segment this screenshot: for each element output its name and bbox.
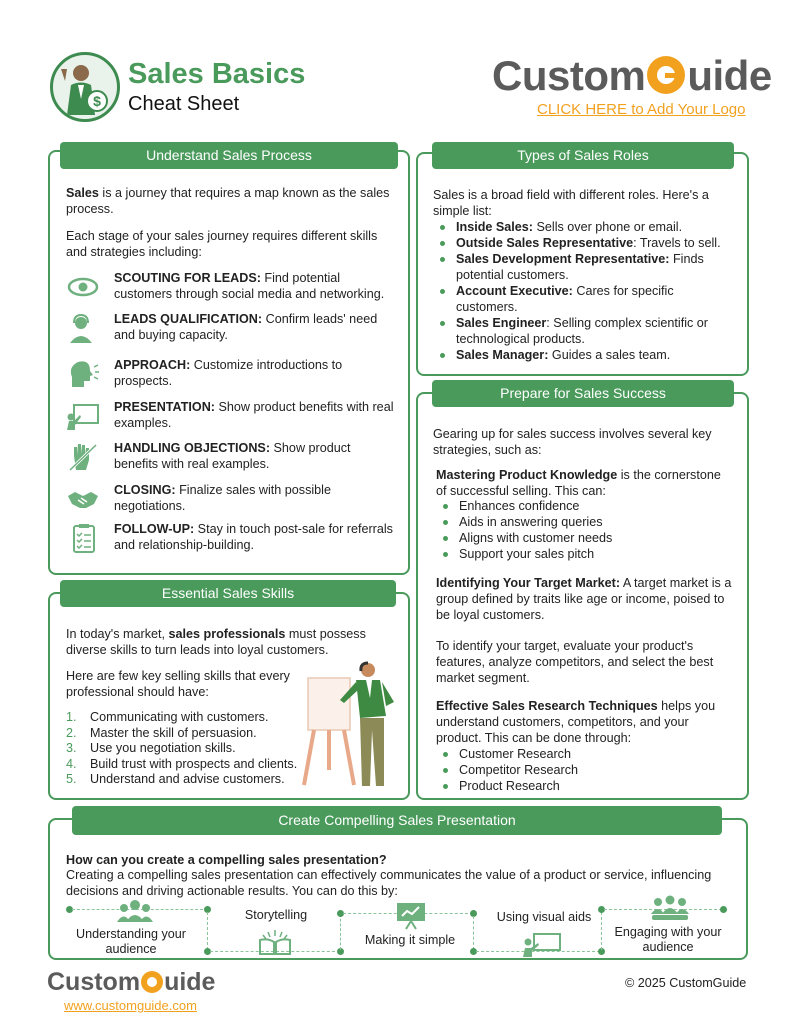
list-item: Competitor Research <box>437 762 727 778</box>
sales-skills-intro: In today's market, sales professionals must possess diverse skills to turn leads into loyal customers. <box>66 627 366 657</box>
sales-success-heading: Prepare for Sales Success <box>432 380 734 407</box>
flow-step-storytelling: Storytelling <box>244 908 308 922</box>
list-item: 4. Build trust with prospects and clients. <box>66 756 298 771</box>
flow-dot <box>720 906 727 913</box>
list-item: Support your sales pitch <box>437 546 727 562</box>
footer-brand-logo: Custom uide <box>47 968 216 996</box>
step-follow-up: FOLLOW-UP: Stay in touch post-sale for referrals and relationship-building. <box>66 521 396 561</box>
eye-icon <box>66 272 100 302</box>
list-item: 2. Master the skill of persuasion. <box>66 725 257 740</box>
flow-step-audience: Understanding your audience <box>76 927 186 956</box>
open-book-icon <box>258 928 292 956</box>
list-item: Inside Sales: Sells over phone or email. <box>434 219 734 235</box>
presentation-body: Creating a compelling sales presentation can effectively communicates the value of a product or service, influencing decisions and driving actionable results. You can do this by: <box>66 868 712 898</box>
list-item: Sales Engineer: Selling complex scientific or technological products. <box>434 315 734 347</box>
list-item: Enhances confidence <box>437 498 727 514</box>
list-item: Sales Development Representative: Finds potential customers. <box>434 251 734 283</box>
footer-website-link[interactable]: www.customguide.com <box>64 998 197 1013</box>
step-approach: APPROACH: Customize introductions to prospects. <box>66 357 396 397</box>
flow-connector <box>473 916 474 950</box>
step-closing: CLOSING: Finalize sales with possible negotiations. <box>66 482 396 522</box>
page-title: Sales Basics <box>128 58 306 90</box>
list-item: Sales Manager: Guides a sales team. <box>434 347 734 363</box>
add-logo-link[interactable]: CLICK HERE to Add Your Logo <box>537 101 746 118</box>
sales-roles-heading: Types of Sales Roles <box>432 142 734 169</box>
hand-block-icon <box>66 442 100 472</box>
sales-skills-list <box>66 710 316 788</box>
target-market-text: Identifying Your Target Market: A target market is a group defined by traits like age or income, poised to be loyal customers. <box>436 576 732 622</box>
flow-step-visual-aids: Using visual aids <box>496 910 592 924</box>
flow-connector <box>207 912 208 950</box>
list-item: 5. Understand and advise customers. <box>66 772 285 787</box>
sales-roles-list <box>434 219 734 363</box>
team-meeting-icon <box>650 894 690 922</box>
presentation-heading: Create Compelling Sales Presentation <box>72 806 722 835</box>
flow-connector <box>340 914 341 950</box>
sales-skills-heading: Essential Sales Skills <box>60 580 396 607</box>
sales-skills-intro2: Here are few key selling skills that every professional should have: <box>66 669 290 699</box>
step-objections: HANDLING OBJECTIONS: Show product benefits with real examples. <box>66 440 396 480</box>
list-item: Outside Sales Representative: Travels to sell. <box>434 235 734 251</box>
flow-step-simple: Making it simple <box>364 933 456 947</box>
step-scouting: SCOUTING FOR LEADS: Find potential customers through social media and networking. <box>66 270 396 310</box>
audience-group-icon <box>116 898 154 924</box>
brand-g-icon <box>647 56 685 94</box>
list-item: Product Research <box>437 778 727 794</box>
list-item: 1. Communicating with customers. <box>66 710 269 724</box>
list-item: 3. Use you negotiation skills. <box>66 741 236 756</box>
copyright-text: © 2025 CustomGuide <box>625 976 747 990</box>
sales-process-heading: Understand Sales Process <box>60 142 398 169</box>
target-market-text-2: To identify your target, evaluate your product's features, analyze competitors, and select the best market segment. <box>436 639 714 685</box>
sales-process-intro: Sales is a journey that requires a map known as the sales process. <box>66 186 390 216</box>
presentation-chart-icon <box>394 900 428 930</box>
clipboard-checklist-icon <box>66 523 100 553</box>
list-item: Aids in answering queries <box>437 514 727 530</box>
step-qualification: LEADS QUALIFICATION: Confirm leads' need and buying capacity. <box>66 311 396 351</box>
page-subtitle: Cheat Sheet <box>128 93 240 115</box>
brand-logo: Custom uide <box>492 52 772 99</box>
sales-process-intro2: Each stage of your sales journey requires different skills and strategies including: <box>66 229 378 259</box>
handshake-icon <box>66 484 100 514</box>
brand-g-icon <box>141 971 163 993</box>
flow-connector <box>601 912 602 950</box>
presentation-question: How can you create a compelling sales presentation? <box>66 853 387 867</box>
header-logo-icon <box>50 52 120 122</box>
product-knowledge-text: Mastering Product Knowledge is the cornerstone of successful selling. This can: <box>436 468 721 498</box>
product-knowledge-list <box>437 498 727 562</box>
research-list <box>437 746 727 794</box>
user-headset-icon <box>66 313 100 343</box>
presentation-board-icon <box>66 401 100 431</box>
speaking-head-icon <box>66 359 100 389</box>
research-text: Effective Sales Research Techniques helps you understand customers, competitors, and your product. This can be done through: <box>436 699 716 745</box>
presenter-board-icon <box>522 932 562 958</box>
presenter-illustration <box>300 660 405 790</box>
flow-step-engaging: Engaging with your audience <box>614 925 722 954</box>
sales-success-intro: Gearing up for sales success involves several key strategies, such as: <box>433 427 712 457</box>
step-presentation: PRESENTATION: Show product benefits with real examples. <box>66 399 396 439</box>
sales-roles-intro: Sales is a broad field with different roles. Here's a simple list: <box>433 188 709 218</box>
list-item: Customer Research <box>437 746 727 762</box>
list-item: Aligns with customer needs <box>437 530 727 546</box>
svg-text:$: $ <box>93 93 101 109</box>
list-item: Account Executive: Cares for specific customers. <box>434 283 734 315</box>
